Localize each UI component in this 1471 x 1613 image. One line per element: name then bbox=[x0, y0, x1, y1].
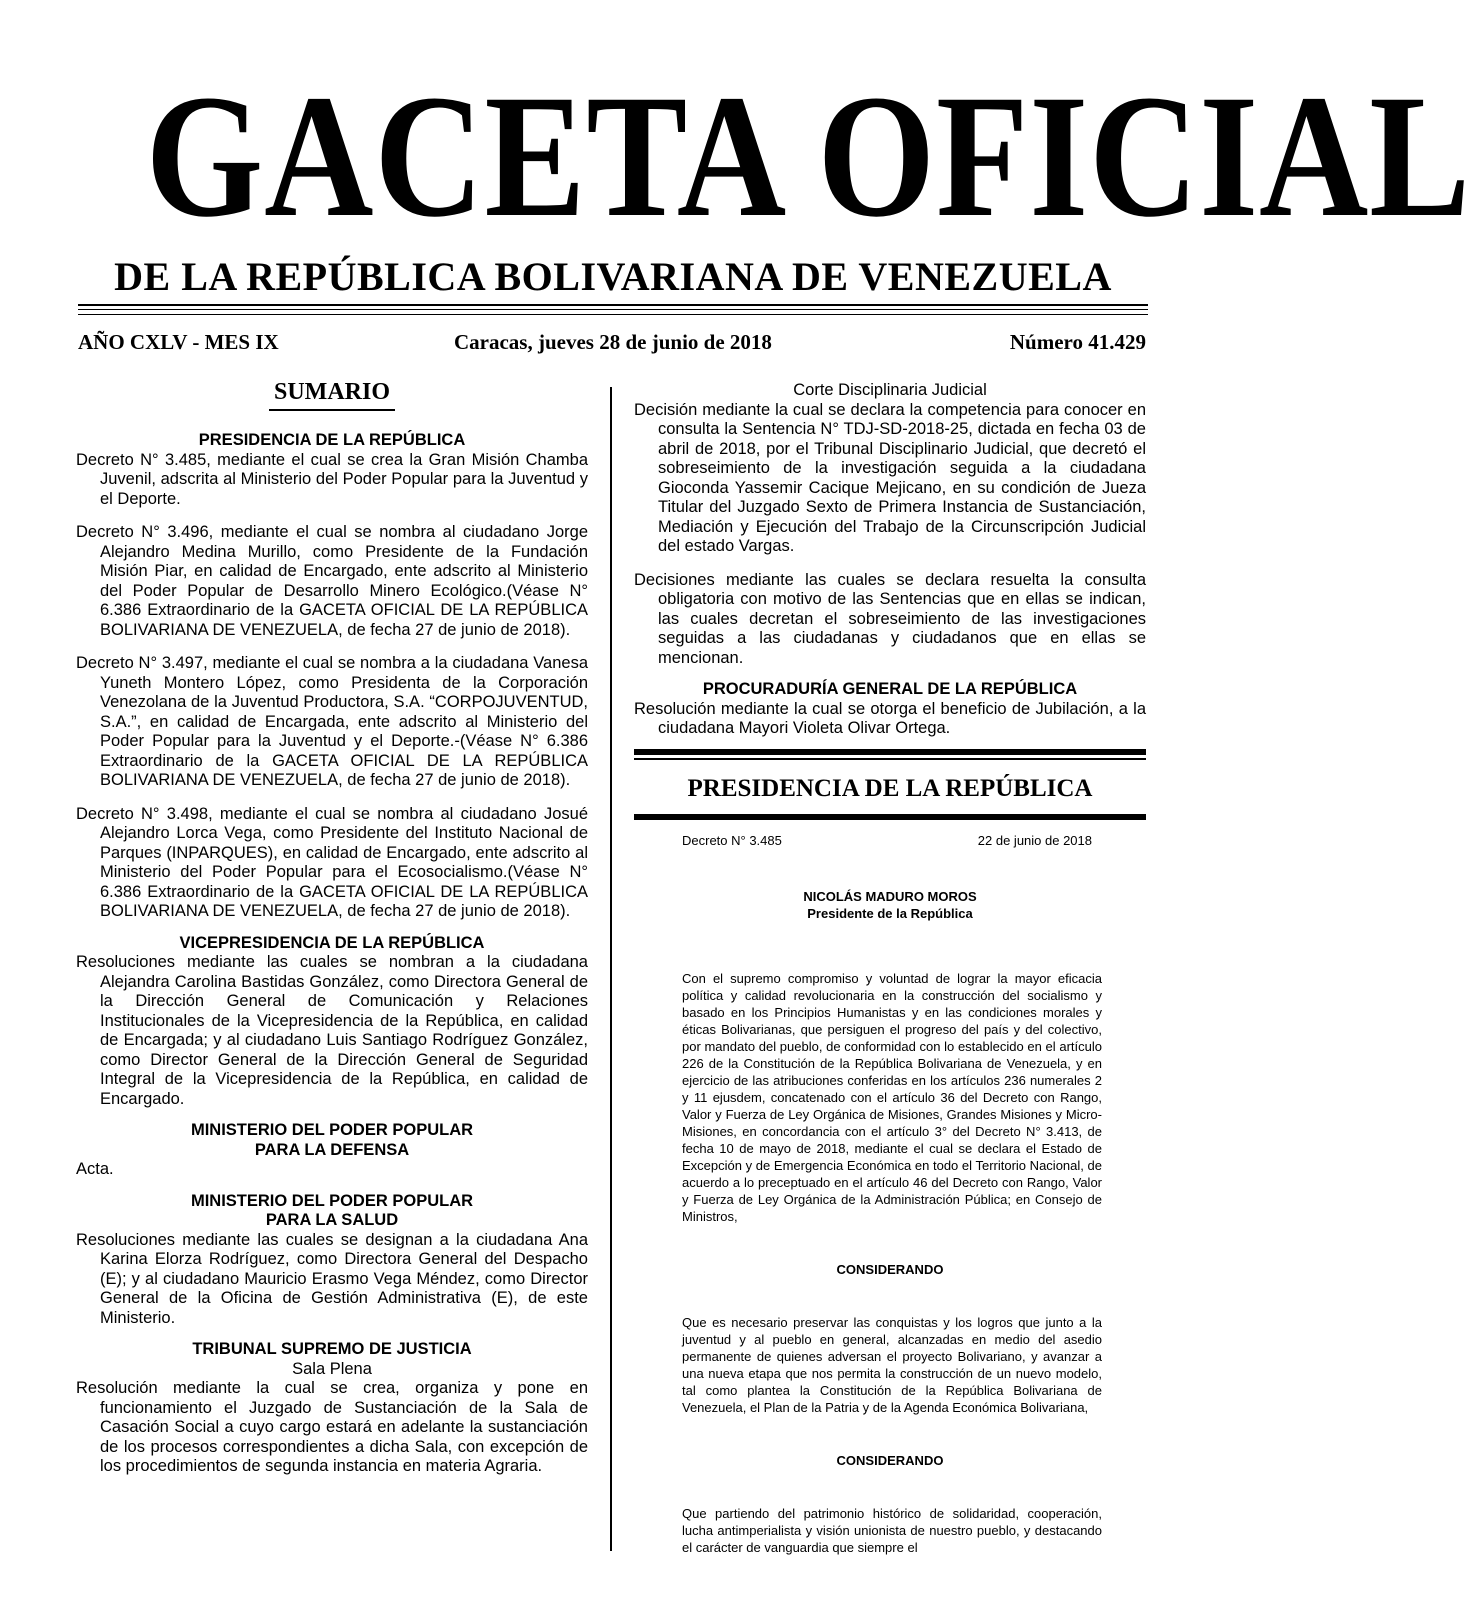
top-rule-thin bbox=[78, 309, 1148, 310]
summary-left-items bbox=[76, 431, 588, 1477]
summary-entry: Resoluciones mediante las cuales se designan a la ciudadana Ana Karina Elorza Rodríguez, como Directora General del Despacho (E); y al ciudadano Mauricio Erasmo Vega Méndez, como Director General de la Oficina de Gestión Administrativa (E), de este Ministerio. bbox=[76, 1230, 588, 1327]
decree-header bbox=[682, 832, 1092, 850]
summary-section-heading: PARA LA DEFENSA bbox=[254, 1140, 410, 1159]
summary-right-items bbox=[634, 381, 1146, 739]
considerando-heading-2: CONSIDERANDO bbox=[836, 1452, 944, 1468]
summary-heading-underline bbox=[269, 409, 395, 411]
column-divider bbox=[610, 387, 612, 1551]
decree-date: 22 de junio de 2018 bbox=[977, 832, 1092, 848]
summary-section-heading: PROCURADURÍA GENERAL DE LA REPÚBLICA bbox=[702, 680, 1078, 698]
summary-entry: Resolución mediante la cual se crea, organiza y pone en funcionamiento el Juzgado de Sustanciación de la Sala de Casación Social a cuyo cargo estará en adelante la sustanciación de los procesos correspondientes a dicha Sala, con excepción de los procedimientos de segunda instancia en materia Agraria. bbox=[76, 1379, 588, 1475]
masthead-subtitle: DE LA REPÚBLICA BOLIVARIANA DE VENEZUELA bbox=[114, 254, 1112, 299]
summary-entry: Resoluciones mediante las cuales se nombran a la ciudadana Alejandra Carolina Bastidas González, como Directora General de la Dirección General de Comunicación y Relaciones Institucionales de la Vicepresidencia de la República, en calidad de Encargada; y al ciudadano Luis Santiago Rodríguez González, como Director General de la Dirección General de Seguridad Integral de la Vicepresidencia de la República, en calidad de Encargado. bbox=[76, 953, 588, 1108]
decree-preamble: Con el supremo compromiso y voluntad de lograr la mayor eficacia política y calidad revolucionaria en la construcción del socialismo y basado en los Principios Humanistas y en las condiciones morales y éticas Bolivarianas, que persiguen el progreso del país y del colectivo, por mandato del pueblo, de conformidad con lo establecido en el artículo 226 de la Constitución de la República Bolivariana de Venezuela, y en ejercicio de las atribuciones conferidas en los artículos 236 numerales 2 y 11 ejusdem, concatenado con el artículo 36 del Decreto con Rango, Valor y Fuerza de Ley Orgánica de Misiones, Grandes Misiones y Micro-Misiones, en concordancia con el artículo 3° del Decreto N° 3.413, de fecha 10 de mayo de 2018, mediante el cual se declara el Estado de Excepción y de Emergencia Económica en todo el Territorio Nacional, de acuerdo a lo preceptuado en el artículo 46 del Decreto con Rango, Valor y Fuerza de Ley Orgánica de la Administración Pública; en Consejo de Ministros, bbox=[682, 970, 1102, 1224]
masthead-title: GACETA OFICIAL bbox=[145, 59, 1471, 254]
summary-entry: Decreto N° 3.485, mediante el cual se crea la Gran Misión Chamba Juvenil, adscrita al Ministerio del Poder Popular para la Juventud y el Deporte. bbox=[76, 450, 588, 508]
year-month: AÑO CXLV - MES IX bbox=[78, 330, 279, 354]
summary-heading: SUMARIO bbox=[273, 379, 390, 405]
issue-number: Número 41.429 bbox=[1009, 330, 1146, 354]
issue-info-bar bbox=[78, 330, 1148, 360]
summary-section-heading: MINISTERIO DEL PODER POPULAR bbox=[190, 1121, 474, 1139]
signer-name: NICOLÁS MADURO MOROS bbox=[803, 888, 977, 904]
section-rule-bottom bbox=[634, 814, 1146, 820]
top-rule-thick bbox=[78, 304, 1148, 306]
summary-entry: Decisión mediante la cual se declara la competencia para conocer en consulta la Sentencia N° TDJ-SD-2018-25, dictada en fecha 03 de abril de 2018, por el Tribunal Disciplinario Judicial, que decretó el sobreseimiento de la investigación seguida a la ciudadana Gioconda Yassemir Cacique Mejicano, en su condición de Jueza Titular del Juzgado Sexto de Primera Instancia de Sustanciación, Mediación y Ejecución del Trabajo de la Circunscripción Judicial del estado Vargas. bbox=[634, 400, 1146, 555]
summary-section-heading: TRIBUNAL SUPREMO DE JUSTICIA bbox=[192, 1340, 472, 1358]
summary-entry: Decreto N° 3.498, mediante el cual se nombra al ciudadano Josué Alejandro Lorca Vega, como Presidente del Instituto Nacional de Parques (INPARQUES), en calidad de Encargado, ente adscrito al Ministerio del Poder Popular para el Ecosocialismo.(Véase N° 6.386 Extraordinario de la GACETA OFICIAL DE LA REPÚBLICA BOLIVARIANA DE VENEZUELA, de fecha 27 de junio de 2018). bbox=[76, 804, 588, 920]
top-rule-thin-2 bbox=[78, 314, 1148, 315]
decree-body bbox=[634, 832, 1146, 1556]
summary-gap bbox=[76, 509, 588, 523]
summary-subsection: Corte Disciplinaria Judicial bbox=[793, 381, 987, 399]
summary-gap bbox=[76, 640, 588, 654]
summary-entry: Decisiones mediante las cuales se declara resuelta la consulta obligatoria con motivo de las Sentencias que en ellas se indican, las cuales decretan el sobreseimiento de las investigaciones seguidas a las ciudadanas y ciudadanos que en ellas se mencionan. bbox=[634, 570, 1146, 667]
summary-entry: Acta. bbox=[76, 1160, 114, 1178]
summary-gap bbox=[76, 791, 588, 805]
summary-left-column bbox=[76, 377, 588, 1477]
considerando-heading-1: CONSIDERANDO bbox=[836, 1261, 944, 1277]
summary-section-heading: PARA LA SALUD bbox=[265, 1211, 399, 1229]
summary-entry: Resolución mediante la cual se otorga el beneficio de Jubilación, a la ciudadana Mayori Violeta Olivar Ortega. bbox=[634, 699, 1146, 737]
considerando-text-2: Que partiendo del patrimonio histórico de solidaridad, cooperación, lucha antimperialista y visión unionista de nuestro pueblo, y destacando el carácter de vanguardia que siempre el bbox=[682, 1505, 1102, 1555]
place-date: Caracas, jueves 28 de junio de 2018 bbox=[454, 330, 772, 354]
decree-number: Decreto N° 3.485 bbox=[682, 832, 782, 848]
section-rule-thick bbox=[634, 749, 1146, 755]
considerando-text-1: Que es necesario preservar las conquistas y los logros que junto a la juventud y al pueblo en general, alcanzadas en medio del asedio permanente de quienes adversan el proyecto Bolivariano, y avanzar a una nueva etapa que nos permita la construcción de un nuevo modelo, tal como plantea la Constitución de la República Bolivariana de Venezuela, el Plan de la Patria y de la Agenda Económica Bolivariana, bbox=[682, 1314, 1102, 1415]
section-rule-thin bbox=[634, 758, 1146, 760]
summary-right-column bbox=[634, 381, 1146, 1556]
summary-subsection: Sala Plena bbox=[292, 1359, 372, 1378]
summary-section-heading: VICEPRESIDENCIA DE LA REPÚBLICA bbox=[179, 933, 485, 952]
signer-role: Presidente de la República bbox=[807, 905, 973, 921]
summary-gap bbox=[634, 557, 1146, 571]
summary-entry: Decreto N° 3.497, mediante el cual se nombra a la ciudadana Vanesa Yuneth Montero López, como Presidenta de la Corporación Venezolana de la Juventud Productora, S.A. “CORPOJUVENTUD, S.A.”, en calidad de Encargada, ente adscrito al Ministerio del Poder Popular para la Juventud y el Deporte.-(Véase N° 6.386 Extraordinario de la GACETA OFICIAL DE LA REPÚBLICA BOLIVARIANA DE VENEZUELA, de fecha 27 de junio de 2018). bbox=[76, 654, 588, 789]
summary-entry: Decreto N° 3.496, mediante el cual se nombra al ciudadano Jorge Alejandro Medina Murillo, como Presidente de la Fundación Misión Piar, en calidad de Encargado, ente adscrito al Ministerio del Poder Popular de Desarrollo Minero Ecológico.(Véase N° 6.386 Extraordinario de la GACETA OFICIAL DE LA REPÚBLICA BOLIVARIANA DE VENEZUELA, de fecha 27 de junio de 2018). bbox=[76, 523, 588, 639]
summary-section-heading: PRESIDENCIA DE LA REPÚBLICA bbox=[198, 431, 466, 449]
summary-section-heading: MINISTERIO DEL PODER POPULAR bbox=[190, 1191, 474, 1210]
decree-section-title: PRESIDENCIA DE LA REPÚBLICA bbox=[687, 774, 1093, 802]
